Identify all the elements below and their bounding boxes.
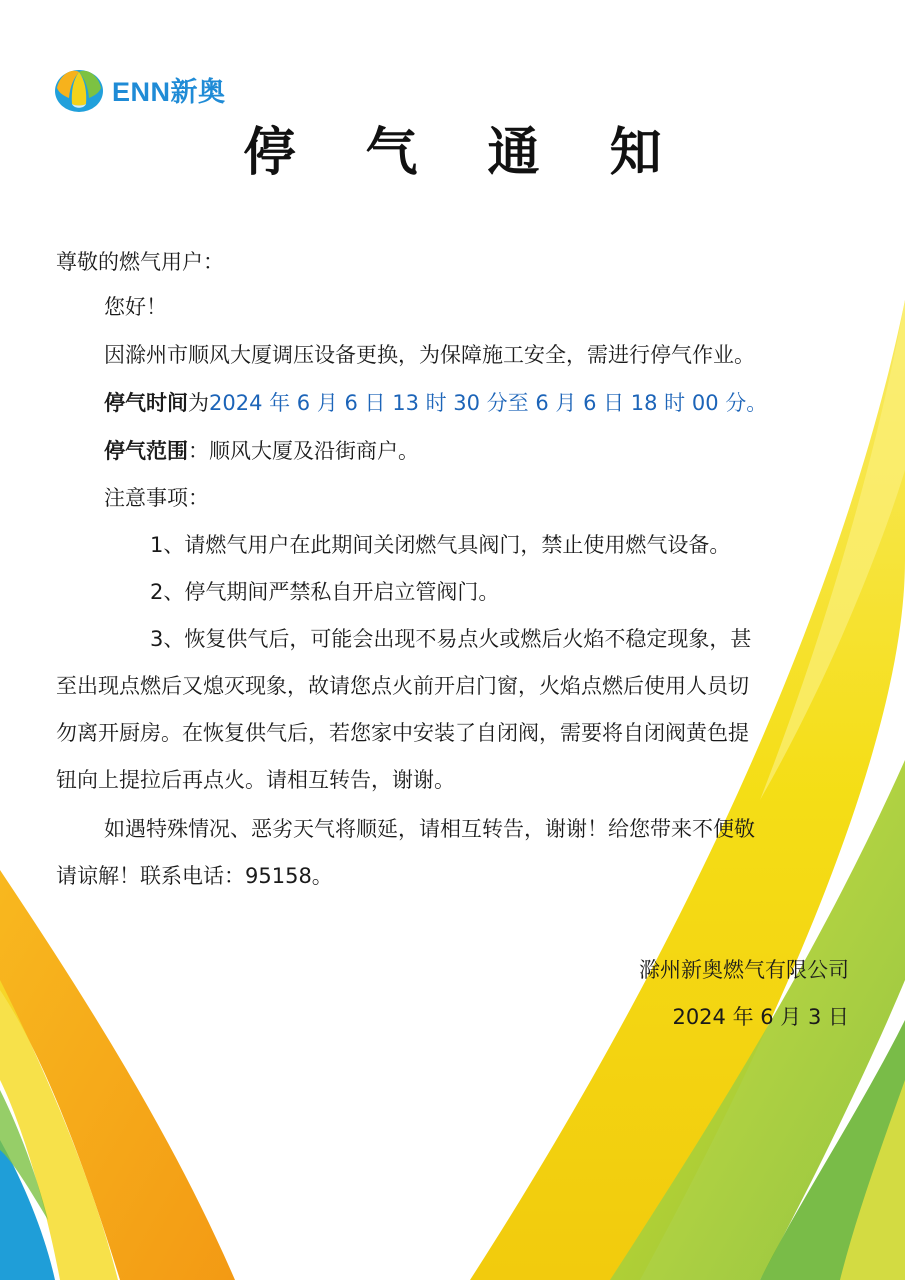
- closing-line-1: 如遇特殊情况、恶劣天气将顺延，请相互转告，谢谢！给您带来不便敬: [104, 817, 755, 841]
- enn-flower-logo-icon: [54, 64, 104, 114]
- note-item-3-line-4: 钮向上提拉后再点火。请相互转告，谢谢。: [56, 768, 455, 792]
- closing-line-2: 请谅解！联系电话：95158。: [56, 864, 333, 888]
- notice-title: 停 气 通 知: [243, 123, 688, 183]
- greeting: 尊敬的燃气用户：: [56, 250, 224, 274]
- notes-heading: 注意事项：: [104, 486, 209, 510]
- reason-text: 因滁州市顺风大厦调压设备更换，为保障施工安全，需进行停气作业。: [104, 343, 755, 367]
- note-item-2: 2、停气期间严禁私自开启立管阀门。: [150, 580, 500, 604]
- logo-brand-text: ENN新奥: [112, 76, 226, 107]
- signature-date: 2024 年 6 月 3 日: [672, 1005, 849, 1029]
- outage-time-line: [104, 388, 767, 418]
- outage-time-label: 停气时间: [104, 391, 188, 415]
- note-item-1: 1、请燃气用户在此期间关闭燃气具阀门，禁止使用燃气设备。: [150, 533, 731, 557]
- outage-time-connector: 为: [188, 391, 209, 415]
- outage-scope-value: ：顺风大厦及沿街商户。: [188, 439, 419, 463]
- note-item-3-line-2: 至出现点燃后又熄灭现象，故请您点火前开启门窗，火焰点燃后使用人员切: [56, 674, 749, 698]
- hello-text: 您好！: [104, 295, 167, 319]
- company-logo: [54, 64, 226, 114]
- outage-scope-label: 停气范围: [104, 439, 188, 463]
- outage-time-value: 2024 年 6 月 6 日 13 时 30 分至 6 月 6 日 18 时 00 分。: [209, 391, 768, 415]
- signature-company: 滁州新奥燃气有限公司: [639, 958, 849, 982]
- note-item-3-line-3: 勿离开厨房。在恢复供气后，若您家中安装了自闭阀，需要将自闭阀黄色提: [56, 721, 749, 745]
- outage-scope-line: [104, 436, 419, 466]
- note-item-3-line-1: 3、恢复供气后，可能会出现不易点火或燃后火焰不稳定现象，甚: [150, 627, 752, 651]
